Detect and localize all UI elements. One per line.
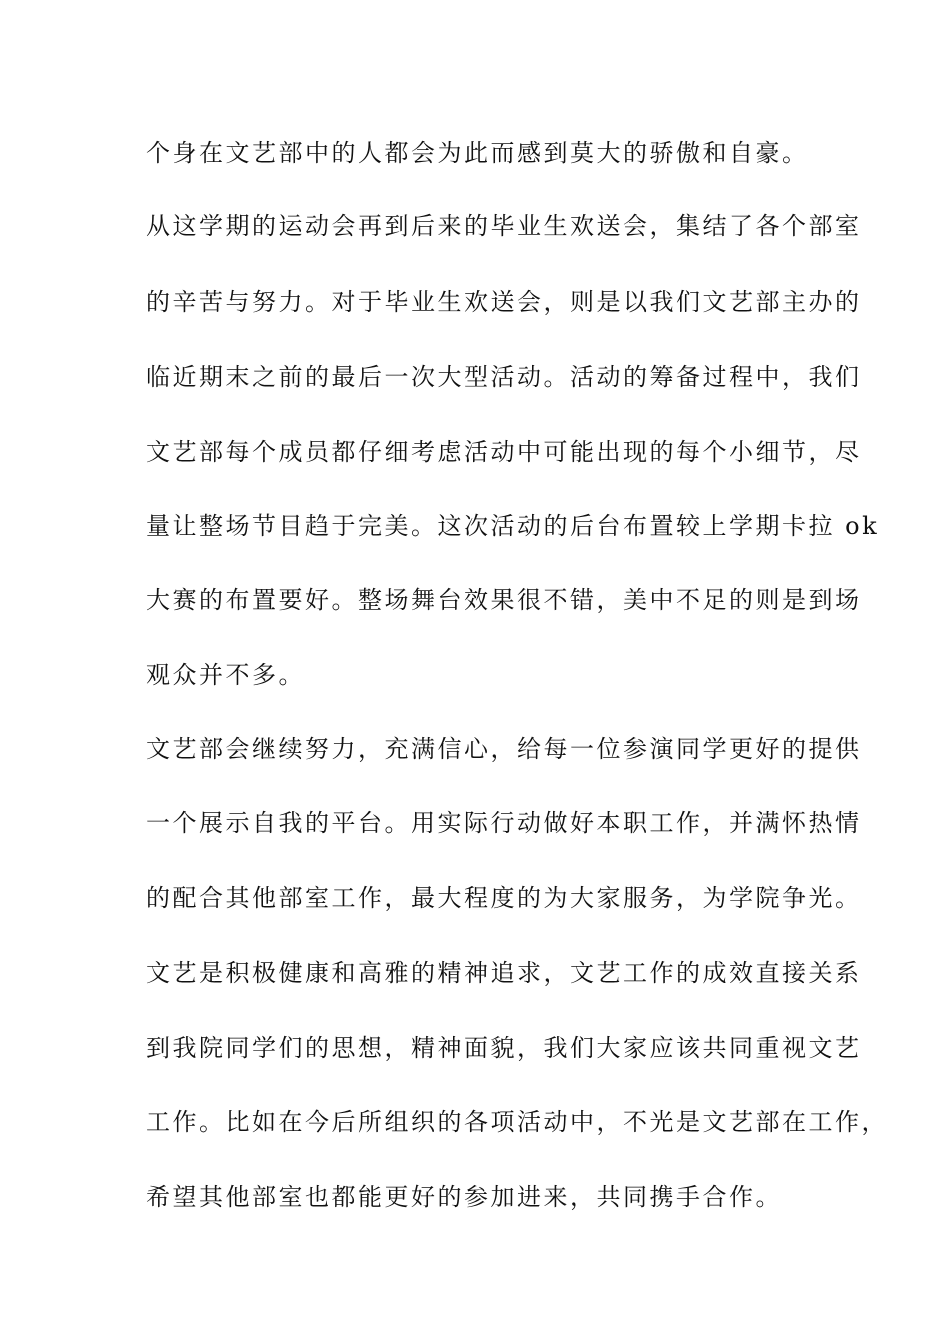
paragraph-line: 从这学期的运动会再到后来的毕业生欢送会，集结了各个部室 xyxy=(146,212,862,240)
paragraph-line: 文艺是积极健康和高雅的精神追求，文艺工作的成效直接关系 xyxy=(146,959,862,987)
paragraph-line: 大赛的布置要好。整场舞台效果很不错，美中不足的则是到场 xyxy=(146,586,862,614)
paragraph-line: 量让整场节目趋于完美。这次活动的后台布置较上学期卡拉 ok xyxy=(146,512,880,540)
paragraph-line: 的配合其他部室工作，最大程度的为大家服务，为学院争光。 xyxy=(146,884,862,912)
paragraph-line: 观众并不多。 xyxy=(146,661,305,689)
paragraph-line: 个身在文艺部中的人都会为此而感到莫大的骄傲和自豪。 xyxy=(146,139,809,167)
paragraph-line: 文艺部每个成员都仔细考虑活动中可能出现的每个小细节，尽 xyxy=(146,438,862,466)
paragraph-line: 工作。比如在今后所组织的各项活动中，不光是文艺部在工作， xyxy=(146,1108,888,1136)
paragraph-line: 临近期末之前的最后一次大型活动。活动的筹备过程中，我们 xyxy=(146,363,862,391)
paragraph-line: 到我院同学们的思想，精神面貌，我们大家应该共同重视文艺 xyxy=(146,1034,862,1062)
paragraph-line: 文艺部会继续努力，充满信心，给每一位参演同学更好的提供 xyxy=(146,735,862,763)
paragraph-line: 的辛苦与努力。对于毕业生欢送会，则是以我们文艺部主办的 xyxy=(146,288,862,316)
paragraph-line: 希望其他部室也都能更好的参加进来，共同携手合作。 xyxy=(146,1183,782,1211)
paragraph-line: 一个展示自我的平台。用实际行动做好本职工作，并满怀热情 xyxy=(146,809,862,837)
